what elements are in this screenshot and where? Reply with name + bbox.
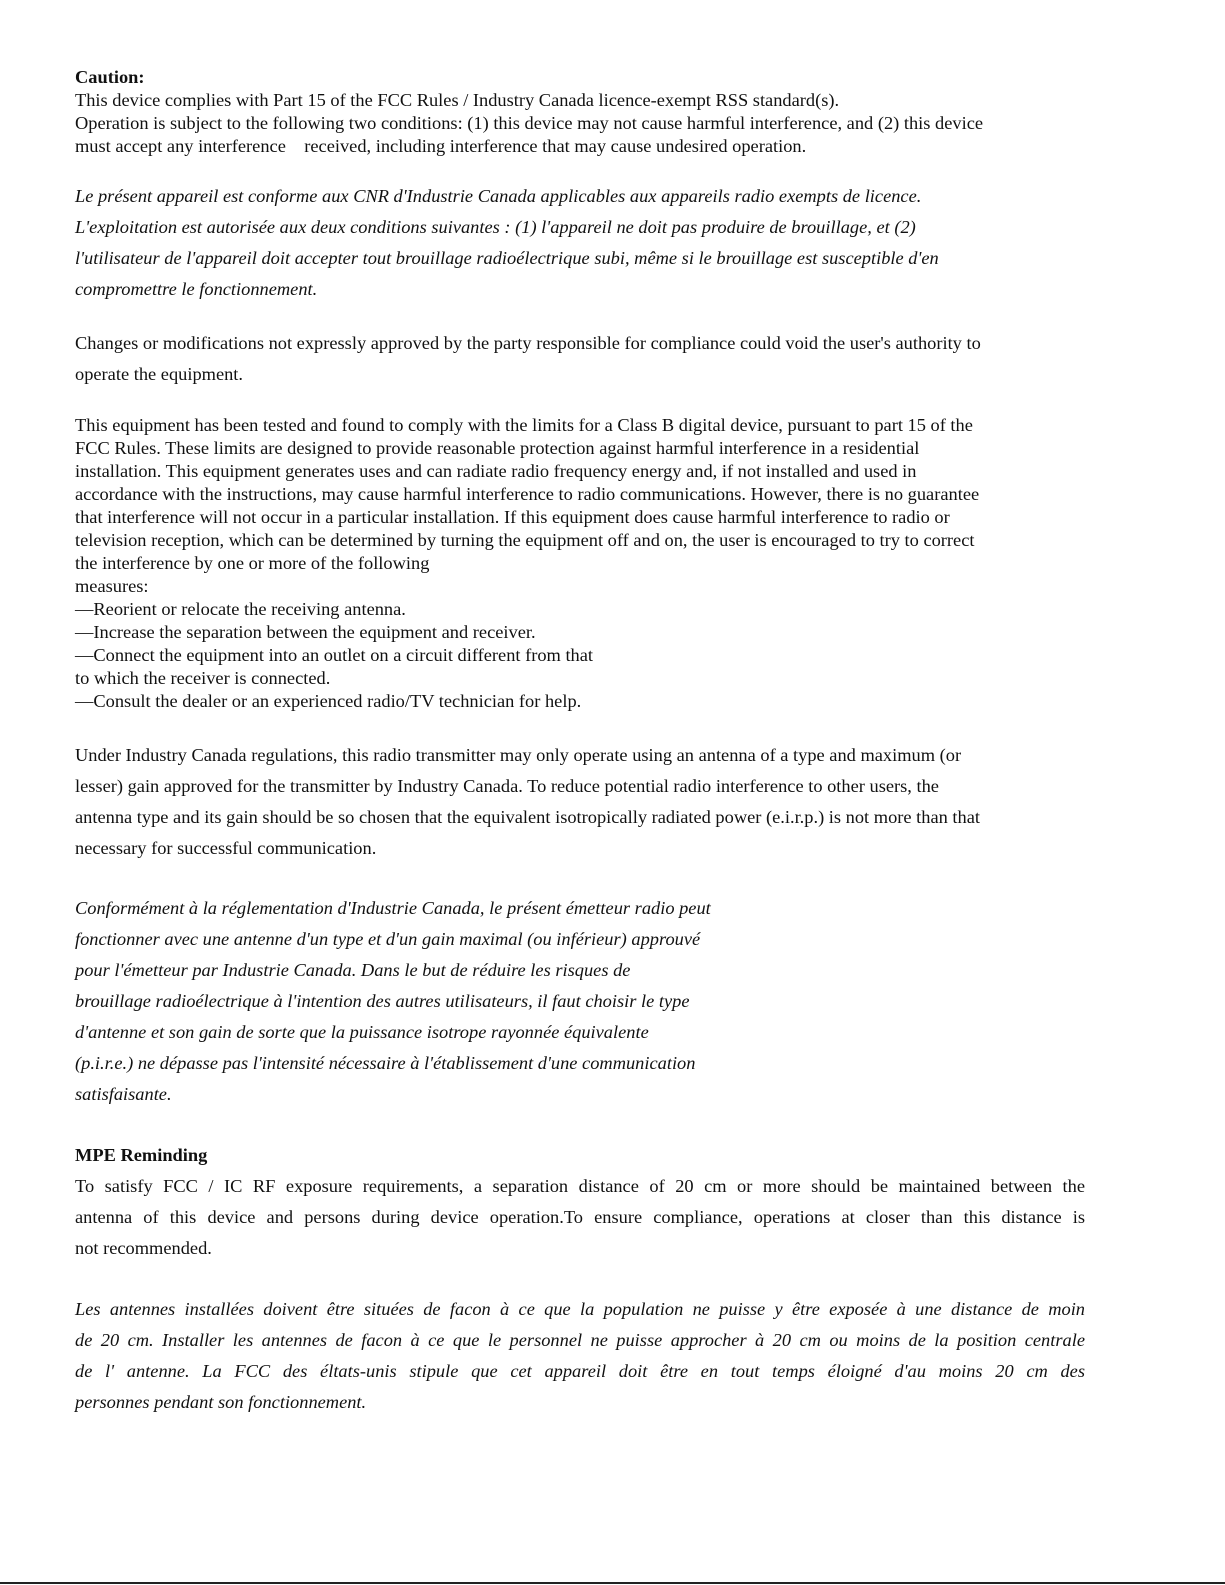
changes-line: Changes or modifications not expressly approved by the party responsible for compliance could void the user's authority to [75,333,981,353]
ic-antenna-french-line: d'antenne et son gain de sorte que la puissance isotrope rayonnée équivalente [75,1022,649,1042]
class-b-line: that interference will not occur in a particular installation. If this equipment does cause harmful interference to radio or [75,507,950,527]
mpe-line: antenna of this device and persons during device operation.To ensure compliance, operations at closer than this distance is [75,1207,1085,1227]
changes-line: operate the equipment. [75,364,244,384]
class-b-line: measures: [75,576,149,596]
caution-section [75,66,983,158]
ic-antenna-line: lesser) gain approved for the transmitter by Industry Canada. To reduce potential radio interference to other users, the [75,776,939,796]
class-b-line: accordance with the instructions, may cause harmful interference to radio communications. However, there is no guarantee [75,484,980,504]
caution-line: This device complies with Part 15 of the FCC Rules / Industry Canada licence-exempt RSS standard(s). [75,90,840,110]
measure-item: —Reorient or relocate the receiving antenna. [75,599,406,619]
mpe-french-line: Les antennes installées doivent être situées de facon à ce que la population ne puisse y être exposée à une distance de moin [75,1299,1085,1319]
ic-antenna-french-line: brouillage radioélectrique à l'intention des autres utilisateurs, il faut choisir le type [75,991,690,1011]
caution-french-line: L'exploitation est autorisée aux deux conditions suivantes : (1) l'appareil ne doit pas produire de brouillage, et (2) [75,217,916,237]
changes-section [75,328,981,390]
mpe-heading: MPE Reminding [75,1145,208,1165]
mpe-section [75,1140,1085,1264]
caution-french-section [75,181,939,305]
class-b-line: television reception, which can be determined by turning the equipment off and on, the user is encouraged to try to correct [75,530,975,550]
page-bottom-rule [0,1582,1225,1584]
class-b-line: the interference by one or more of the following [75,553,430,573]
caution-heading: Caution: [75,67,145,87]
class-b-section [75,414,979,713]
class-b-line: FCC Rules. These limits are designed to provide reasonable protection against harmful interference in a residential [75,438,920,458]
ic-antenna-line: necessary for successful communication. [75,838,377,858]
mpe-french-line: de l' antenne. La FCC des éltats-unis stipule que cet appareil doit être en tout temps éloigné d'au moins 20 cm des [75,1361,1085,1381]
mpe-line: To satisfy FCC / IC RF exposure requirements, a separation distance of 20 cm or more should be maintained between the [75,1176,1085,1196]
measure-item: —Increase the separation between the equipment and receiver. [75,622,536,642]
ic-antenna-french-line: Conformément à la réglementation d'Industrie Canada, le présent émetteur radio peut [75,898,711,918]
ic-antenna-french-line: fonctionner avec une antenne d'un type et d'un gain maximal (ou inférieur) approuvé [75,929,701,949]
mpe-french-line: de 20 cm. Installer les antennes de facon à ce que le personnel ne puisse approcher à 20 cm ou moins de la position centrale [75,1330,1085,1350]
measure-item: —Consult the dealer or an experienced radio/TV technician for help. [75,691,582,711]
ic-antenna-french-line: pour l'émetteur par Industrie Canada. Dans le but de réduire les risques de [75,960,631,980]
mpe-french-section [75,1294,1085,1418]
class-b-line: installation. This equipment generates uses and can radiate radio frequency energy and, if not installed and used in [75,461,917,481]
ic-antenna-line: antenna type and its gain should be so chosen that the equivalent isotropically radiated power (e.i.r.p.) is not more than that [75,807,980,827]
ic-antenna-french-line: (p.i.r.e.) ne dépasse pas l'intensité nécessaire à l'établissement d'une communication [75,1053,696,1073]
class-b-line: This equipment has been tested and found to comply with the limits for a Class B digital device, pursuant to part 15 of the [75,415,973,435]
mpe-line: not recommended. [75,1238,212,1258]
caution-french-line: l'utilisateur de l'appareil doit accepter tout brouillage radioélectrique subi, même si le brouillage est susceptible d'en [75,248,939,268]
caution-line: Operation is subject to the following two conditions: (1) this device may not cause harmful interference, and (2) this device [75,113,984,133]
ic-antenna-line: Under Industry Canada regulations, this radio transmitter may only operate using an antenna of a type and maximum (or [75,745,962,765]
mpe-french-line: personnes pendant son fonctionnement. [75,1392,367,1412]
caution-french-line: compromettre le fonctionnement. [75,279,318,299]
caution-line: must accept any interference received, including interference that may cause undesired operation. [75,136,807,156]
measure-item: to which the receiver is connected. [75,668,331,688]
ic-antenna-french-line: satisfaisante. [75,1084,172,1104]
measure-item: —Connect the equipment into an outlet on a circuit different from that [75,645,594,665]
ic-antenna-section [75,740,980,864]
ic-antenna-french-section [75,893,711,1110]
caution-french-line: Le présent appareil est conforme aux CNR d'Industrie Canada applicables aux appareils radio exempts de licence. [75,186,922,206]
